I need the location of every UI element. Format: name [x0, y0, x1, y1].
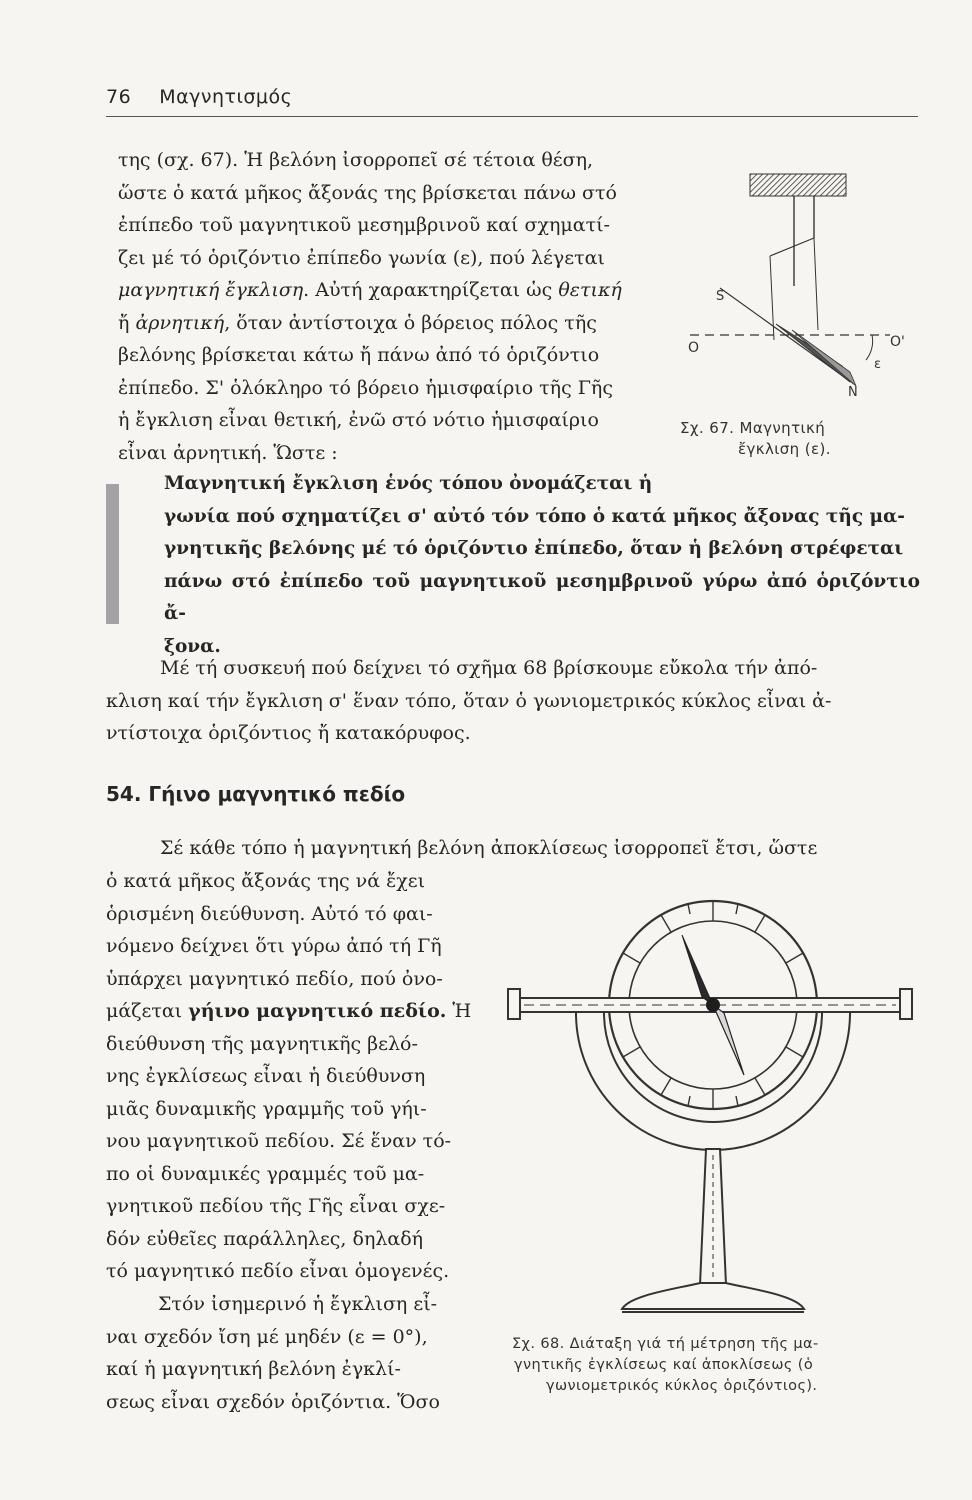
text-line: γνητικοῦ πεδίου τῆς Γῆς εἶναι σχε- — [106, 1195, 446, 1217]
stand-base — [622, 1283, 804, 1309]
axle-knob-right — [900, 989, 912, 1019]
magnetic-needle-shadow — [792, 330, 856, 386]
text-line: νης ἐγκλίσεως εἶναι ἡ διεύθυνση — [106, 1065, 426, 1087]
text-line: νου μαγνητικοῦ πεδίου. Σέ ἕναν τό- — [106, 1130, 452, 1152]
term-negative: ἀρνητική — [135, 311, 225, 334]
figure-67-caption: Σχ. 67. Μαγνητική ἔγκλιση (ε). — [680, 419, 831, 458]
header-rule — [106, 116, 918, 117]
text-line: ὥστε ὁ κατά μῆκος ἄξονάς της βρίσκεται πάνω στό — [118, 181, 617, 204]
axle-knob-left — [508, 989, 520, 1019]
intro-paragraph — [118, 144, 666, 469]
text-line: καί ἡ μαγνητική βελόνη ἐγκλί- — [106, 1358, 401, 1380]
text-line: ἐπίπεδο. Σ' ὁλόκληρο τό βόρειο ἡμισφαίριο τῆς Γῆς — [118, 376, 613, 399]
text-line: Μαγνητική ἔγκλιση ἑνός τόπου ὀνομάζεται ἡ — [164, 473, 653, 494]
term-positive: θετική — [558, 279, 622, 301]
ceiling-mount — [750, 174, 846, 196]
text-line: ὑπάρχει μαγνητικό πεδίο, πού ὀνο- — [106, 967, 443, 990]
label-o: O — [688, 340, 700, 356]
text-line: ὁρισμένη διεύθυνση. Αὐτό τό φαι- — [106, 902, 433, 925]
label-s: S — [716, 289, 725, 304]
support-bar — [770, 256, 774, 340]
text-line: κλιση καί τήν ἔγκλιση σ' ἕναν τόπο, ὅταν ὁ γωνιομετρικός κύκλος εἶναι ἀ- — [106, 689, 832, 712]
text-line: ἐπίπεδο τοῦ μαγνητικοῦ μεσημβρινοῦ καί σχηματί- — [118, 214, 610, 236]
running-header — [106, 86, 292, 108]
text-line: γνητικῆς βελόνης μέ τό ὁριζόντιο ἐπίπεδο, ὅταν ἡ βελόνη στρέφεται — [164, 538, 904, 559]
needle-south — [713, 1005, 744, 1075]
figure-67-diagram — [680, 160, 920, 400]
definition-block — [164, 468, 920, 663]
holder-arc-outer — [576, 1013, 850, 1150]
chapter-title: Μαγνητισμός — [159, 86, 293, 108]
page-number: 76 — [106, 86, 132, 108]
label-o-prime: O' — [890, 334, 905, 350]
text-line: της (σχ. 67). Ἡ βελόνη ἰσορροπεῖ σέ τέτοια θέση, — [118, 149, 593, 171]
needle-pivot — [706, 998, 720, 1012]
definition-marker-bar — [106, 484, 119, 624]
term-inclination: μαγνητική ἔγκλιση — [118, 279, 304, 301]
text-line: δόν εὐθεῖες παράλληλες, δηλαδή — [106, 1227, 424, 1250]
text-line: γωνία πού σχηματίζει σ' αὐτό τόν τόπο ὁ κατά μῆκος ἄξονας τῆς μα- — [164, 505, 905, 527]
paragraph-equator — [106, 1288, 484, 1418]
text-line: μαγνητική ἔγκλιση. Αὐτή χαρακτηρίζεται ὡς θετική — [118, 279, 622, 301]
text-line: πάνω στό ἐπίπεδο τοῦ μαγνητικοῦ μεσημβρινοῦ γύρω ἀπό ὁριζόντιο ἄ- — [164, 570, 920, 624]
text-line: μιᾶς δυναμικῆς γραμμῆς τοῦ γήι- — [106, 1097, 427, 1120]
text-line: ἤ ἀρνητική, ὅταν ἀντίστοιχα ὁ βόρειος πόλος τῆς — [118, 311, 597, 334]
paragraph-device — [106, 652, 920, 750]
needle-north — [682, 935, 713, 1005]
text-line: σεως εἶναι σχεδόν ὁριζόντια. Ὅσο — [106, 1390, 440, 1413]
text-line: ἡ ἔγκλιση εἶναι θετική, ἐνῶ στό νότιο ἡμισφαίριο — [118, 409, 599, 431]
text-line: Μέ τή συσκευή πού δείχνει τό σχῆμα 68 βρίσκουμε εὔκολα τήν ἀπό- — [160, 657, 818, 679]
text-line: ὁ κατά μῆκος ἄξονάς της νά ἔχει — [106, 870, 426, 892]
term-earth-field: γήινο μαγνητικό πεδίο. — [188, 1000, 447, 1022]
section-heading: 54. Γήινο μαγνητικό πεδίο — [106, 782, 406, 806]
label-n: N — [848, 385, 858, 400]
figure-68-device — [500, 885, 920, 1325]
paragraph-field-first-line: Σέ κάθε τόπο ἡ μαγνητική βελόνη ἀποκλίσεως ἰσορροπεῖ ἔτσι, ὥστε — [160, 837, 818, 859]
text-line: ντίστοιχα ὁριζόντιος ἤ κατακόρυφος. — [106, 722, 471, 744]
text-line: εἶναι ἀρνητική. Ὥστε : — [118, 441, 338, 464]
text-line: βελόνης βρίσκεται κάτω ἤ πάνω ἀπό τό ὁριζόντιο — [118, 344, 600, 366]
angle-arc — [866, 335, 873, 360]
magnetic-needle — [776, 324, 850, 382]
support-bar — [770, 238, 814, 256]
text-line: τό μαγνητικό πεδίο εἶναι ὁμογενές. — [106, 1260, 450, 1282]
text-line: ζει μέ τό ὁριζόντιο ἐπίπεδο γωνία (ε), πού λέγεται — [118, 246, 605, 269]
text-line: μάζεται γήινο μαγνητικό πεδίο. Ἡ — [106, 1000, 472, 1022]
paragraph-field — [106, 865, 484, 1288]
text-line: ξονα. — [164, 635, 221, 657]
label-epsilon: ε — [874, 357, 882, 372]
text-line: Στόν ἰσημερινό ἡ ἔγκλιση εἶ- — [158, 1293, 438, 1315]
text-line: νόμενο δείχνει ὅτι γύρω ἀπό τή Γῆ — [106, 935, 442, 957]
text-line: ναι σχεδόν ἴση μέ μηδέν (ε = 0°), — [106, 1325, 428, 1348]
text-line: διεύθυνση τῆς μαγνητικῆς βελό- — [106, 1032, 418, 1055]
support-bar — [814, 238, 818, 330]
text-line: πο οἱ δυναμικές γραμμές τοῦ μα- — [106, 1162, 425, 1185]
figure-68-caption: Σχ. 68. Διάταξη γιά τή μέτρηση τῆς μα- γνητικῆς ἐγκλίσεως καί ἀποκλίσεως (ὁ γωνιομετρικός κύκλος ὁριζόντιος). — [512, 1336, 819, 1394]
